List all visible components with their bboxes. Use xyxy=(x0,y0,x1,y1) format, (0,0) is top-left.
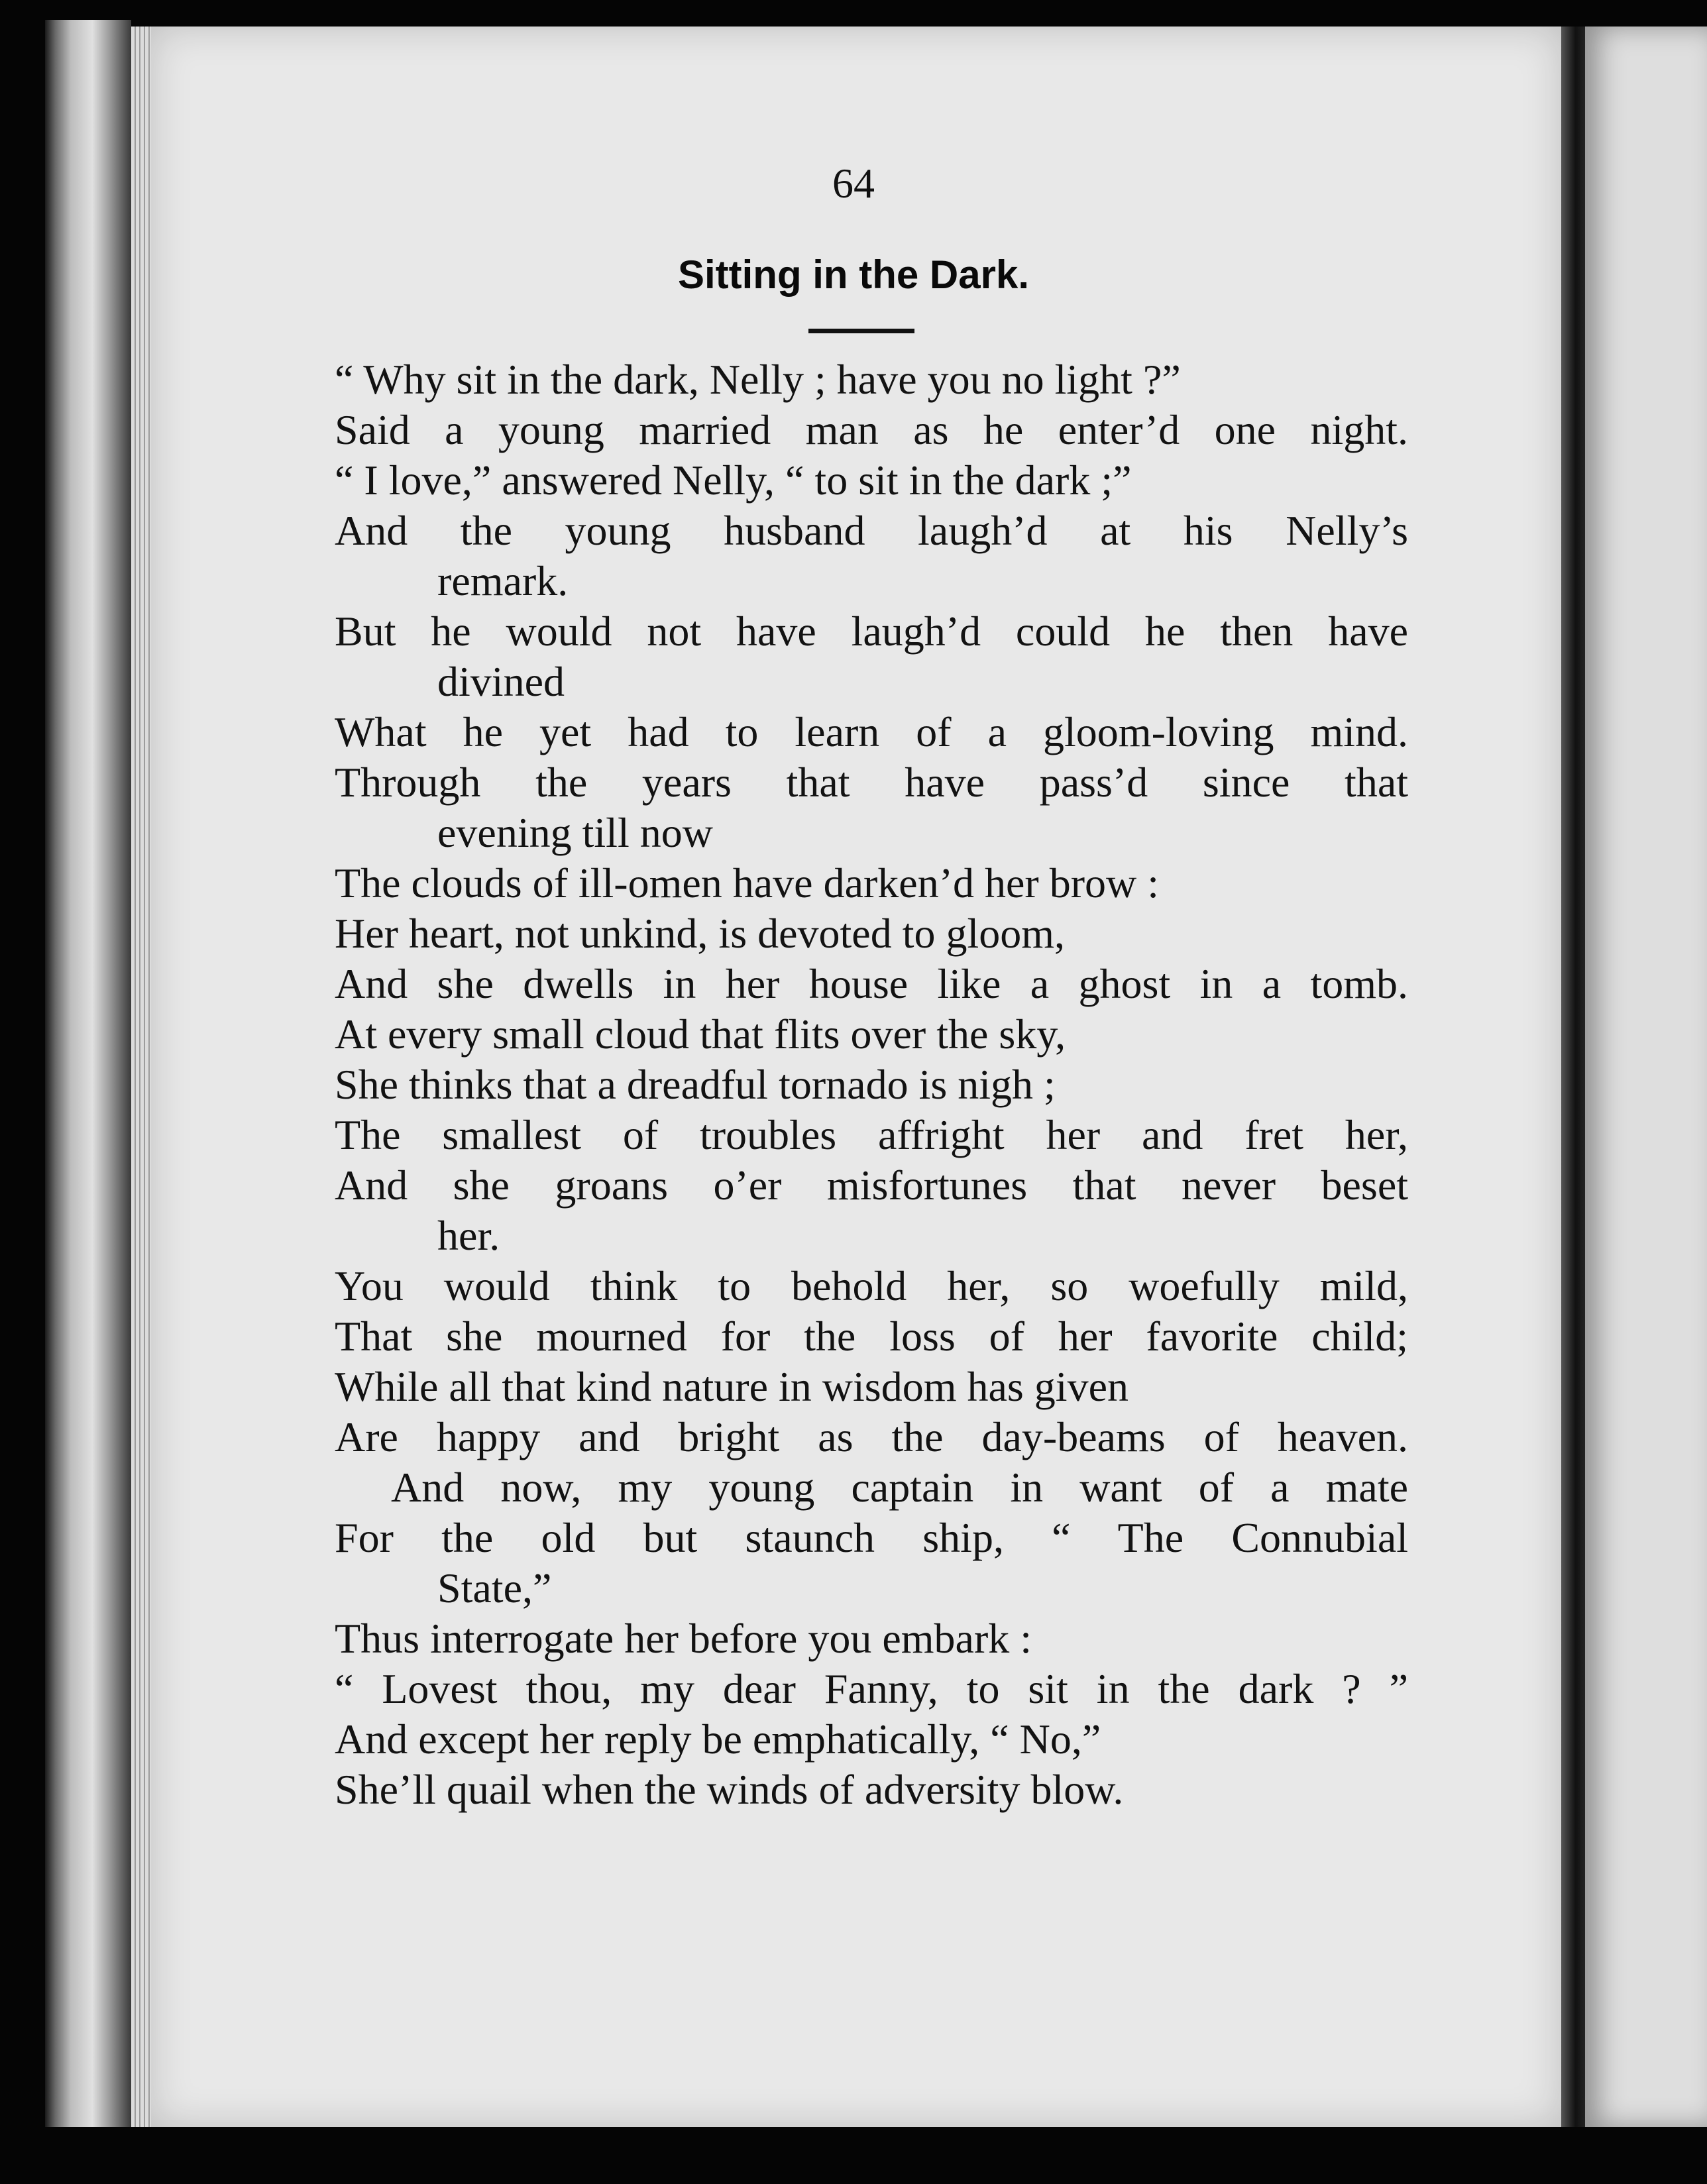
gutter-shadow xyxy=(1561,27,1585,2127)
poem-line: While all that kind nature in wisdom has given xyxy=(335,1363,1129,1410)
facing-page xyxy=(1585,27,1707,2127)
page-edges xyxy=(131,27,151,2127)
poem-line: And now, my young captain in want of a mate xyxy=(391,1464,1408,1511)
poem-line: And she dwells in her house like a ghost in a tomb. xyxy=(335,960,1408,1007)
book-binding xyxy=(45,20,131,2127)
page-number: 64 xyxy=(832,160,875,207)
poem-line: Through the years that have pass’d since that xyxy=(335,759,1408,806)
poem-line: The smallest of troubles affright her and fret her, xyxy=(335,1111,1408,1158)
poem-line: What he yet had to learn of a gloom-loving mind. xyxy=(335,708,1408,755)
poem-line: divined xyxy=(437,658,565,705)
poem-body xyxy=(335,355,1408,1815)
poem-line: But he would not have laugh’d could he then have xyxy=(335,608,1408,655)
poem-line: The clouds of ill-omen have darken’d her brow : xyxy=(335,859,1160,906)
poem-line: At every small cloud that flits over the sky, xyxy=(335,1010,1066,1058)
poem-line: Her heart, not unkind, is devoted to gloom, xyxy=(335,910,1066,957)
poem-line: Are happy and bright as the day-beams of heaven. xyxy=(335,1413,1408,1460)
poem-line: Thus interrogate her before you embark : xyxy=(335,1615,1032,1662)
poem-line: “ Lovest thou, my dear Fanny, to sit in the dark ? ” xyxy=(335,1665,1408,1712)
poem-line: “ Why sit in the dark, Nelly ; have you no light ?” xyxy=(335,356,1181,403)
poem-line: remark. xyxy=(437,557,569,604)
poem-line: State,” xyxy=(437,1564,552,1611)
poem-line: That she mourned for the loss of her favorite child; xyxy=(335,1313,1408,1360)
poem-line: And the young husband laugh’d at his Nelly’s xyxy=(335,507,1408,554)
poem-line: And she groans o’er misfortunes that never beset xyxy=(335,1162,1408,1209)
poem-line: She thinks that a dreadful tornado is nigh ; xyxy=(335,1061,1056,1108)
poem-title: Sitting in the Dark. xyxy=(677,252,1030,297)
poem-line: Said a young married man as he enter’d one night. xyxy=(335,406,1408,453)
poem-line: You would think to behold her, so woefully mild, xyxy=(335,1262,1408,1309)
poem-line: And except her reply be emphatically, “ No,” xyxy=(335,1716,1101,1763)
poem-line: evening till now xyxy=(437,809,713,856)
poem-line: her. xyxy=(437,1212,500,1259)
poem-line: “ I love,” answered Nelly, “ to sit in the dark ;” xyxy=(335,457,1132,504)
title-rule xyxy=(808,329,914,333)
poem-line: For the old but staunch ship, “ The Connubial xyxy=(335,1514,1408,1561)
poem-line: She’ll quail when the winds of adversity blow. xyxy=(335,1766,1124,1813)
